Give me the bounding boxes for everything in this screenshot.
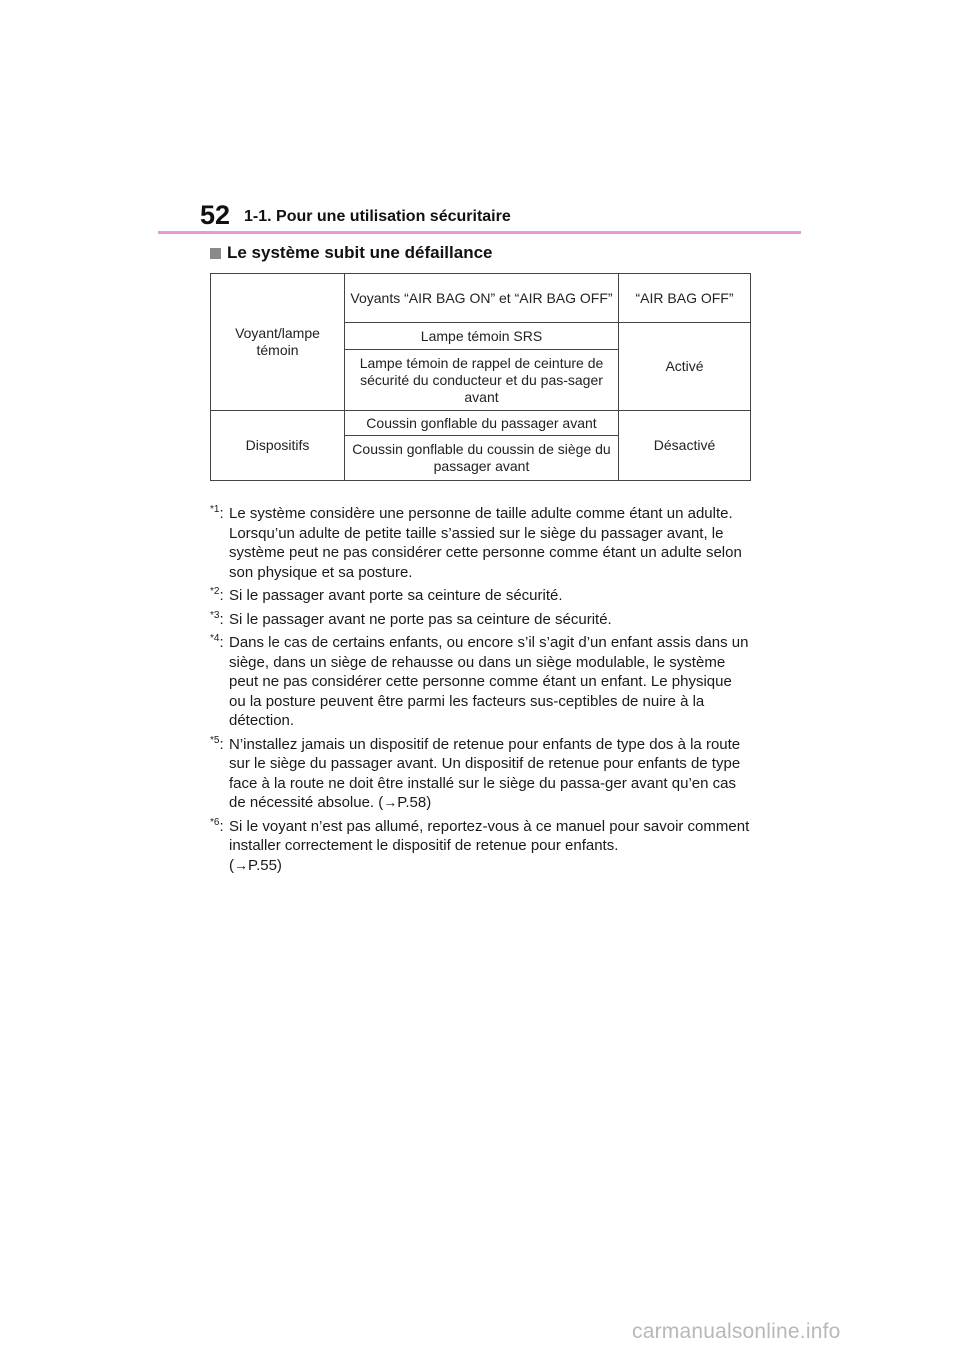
footnote-text: Si le passager avant porte sa ceinture de sécurité.: [229, 587, 563, 604]
page-number: 52: [200, 200, 231, 230]
col-header-lamps: Voyants “AIR BAG ON” et “AIR BAG OFF”: [345, 274, 619, 323]
footnote-marker: $^{*3}$:: [210, 609, 224, 628]
footnote-text: Si le voyant n’est pas allumé, reportez-vous à ce manuel pour savoir comment installer correctement le dispositif de retenue pour enfants. (→P.55): [229, 817, 750, 874]
footnote-marker: $^{*4}$:: [210, 633, 224, 651]
section-heading-text: Le système subit une défaillance: [227, 243, 493, 262]
footnote-4: [210, 633, 750, 731]
header-divider: [158, 231, 801, 234]
watermark: carmanualsonline.info: [632, 1320, 841, 1343]
square-bullet-icon: [210, 248, 221, 259]
footnote-6: [210, 817, 750, 876]
cell-seat-cushion-airbag: Coussin gonflable du coussin de siège du passager avant: [345, 436, 619, 481]
cell-state-active: Activé: [619, 323, 751, 411]
footnotes: [210, 504, 750, 879]
cell-lamp-srs: Lampe témoin SRS: [345, 323, 619, 350]
page-reference-link[interactable]: (→P.55): [229, 856, 282, 874]
footnote-text: Le système considère une personne de taille adulte comme étant un adulte. Lorsqu’un adulte de petite taille s’assied sur le siège du passager avant, le système peut ne pas considérer cette personne comme étant un adulte selon son physique et sa posture.: [229, 505, 742, 581]
cell-state-deactivated: Désactivé: [619, 411, 751, 481]
footnote-marker: $^{*6}$:: [210, 816, 224, 835]
footnote-2: [210, 586, 750, 606]
section-heading: [210, 243, 492, 263]
col-header-airbag-off: “AIR BAG OFF”: [619, 274, 751, 323]
footnote-text: N’installez jamais un dispositif de retenue pour enfants de type dos à la route sur le siège du passager avant. Un dispositif de retenue pour enfants de type face à la route ne doit être installé sur le siège du passa-ger avant qu’en cas de nécessité absolue. (→P.58): [229, 735, 741, 811]
footnote-text: Dans le cas de certains enfants, ou encore s’il s’agit d’un enfant assis dans un siège, dans un siège de rehausse ou dans un siège modulable, le système peut ne pas considérer cette personne comme étant un enfant. Le physique ou la posture peuvent être parmi les facteurs sus-ceptibles de nuire à la détection.: [229, 634, 749, 729]
footnote-3: [210, 610, 750, 630]
row-header-indicator: Voyant/lampe témoin: [211, 274, 345, 411]
arrow-right-icon: →: [383, 794, 398, 810]
arrow-right-icon: →: [234, 856, 248, 873]
footnote-marker: $^{*5}$:: [210, 734, 224, 753]
footnote-5: [210, 735, 750, 813]
footnote-1: [210, 504, 750, 582]
footnote-text: Si le passager avant ne porte pas sa ceinture de sécurité.: [229, 610, 612, 628]
footnote-marker: $^{*1}$:: [210, 504, 224, 522]
chapter-title: 1-1. Pour une utilisation sécuritaire: [244, 208, 511, 225]
footnote-marker: $^{*2}$:: [210, 586, 224, 604]
row-header-devices: Dispositifs: [211, 411, 345, 481]
cell-lamp-seatbelt: Lampe témoin de rappel de ceinture de sécurité du conducteur et du pas-sager avant: [345, 350, 619, 411]
cell-passenger-airbag: Coussin gonflable du passager avant: [345, 411, 619, 436]
page-reference-link[interactable]: (→P.58): [378, 794, 432, 811]
malfunction-status-table: [210, 273, 751, 481]
